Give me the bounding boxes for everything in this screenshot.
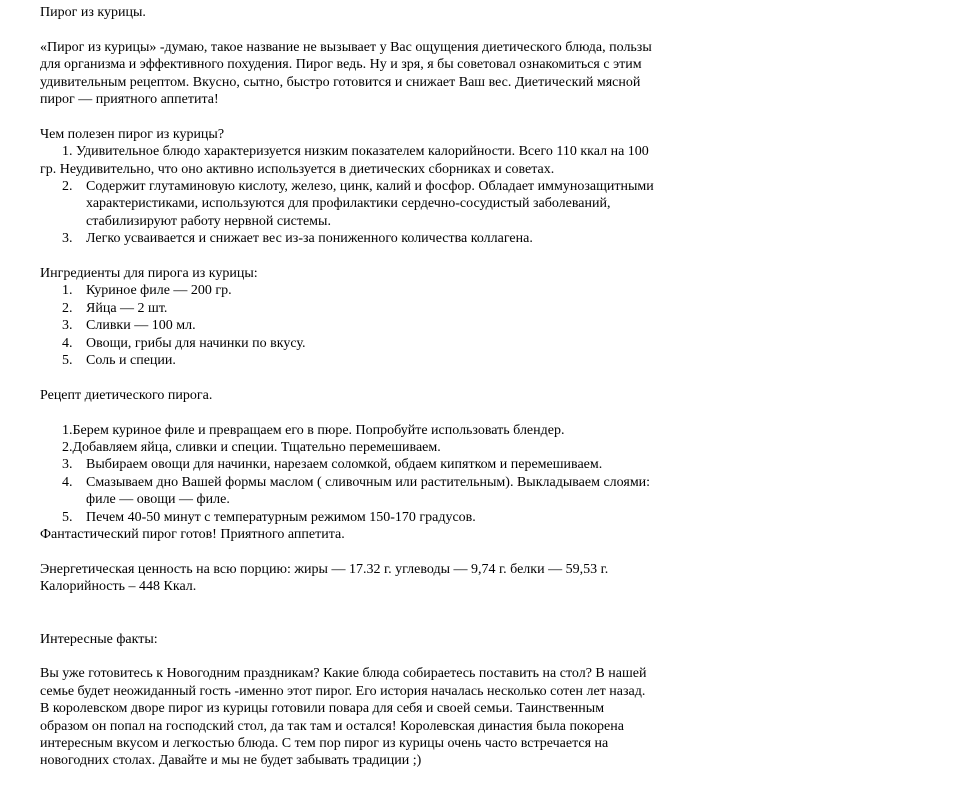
recipe-step-text: Печем 40-50 минут с температурным режимом 150-170 градусов. bbox=[86, 509, 476, 525]
benefit-item bbox=[40, 230, 655, 247]
benefits-heading: Чем полезен пирог из курицы? bbox=[40, 126, 225, 142]
recipe-done-text: Фантастический пирог готов! Приятного аппетита. bbox=[40, 527, 345, 543]
benefit-text: Легко усваивается и снижает вес из-за пониженного количества коллагена. bbox=[86, 231, 533, 247]
ingredient-text: Яйца — 2 шт. bbox=[86, 300, 168, 316]
spacer bbox=[40, 108, 655, 125]
ingredients-heading: Ингредиенты для пирога из курицы: bbox=[40, 266, 258, 282]
recipe-step bbox=[40, 474, 655, 509]
list-number: 3. bbox=[62, 231, 73, 247]
ingredient-item bbox=[40, 352, 655, 369]
energy-value-paragraph: Энергетическая ценность на всю порцию: жиры — 17.32 г. углеводы — 9,74 г. белки — 59,53 г. Калорийность – 448 Ккал. bbox=[40, 561, 609, 595]
recipe-step: 1.Берем куриное филе и превращаем его в пюре. Попробуйте использовать блендер. bbox=[62, 422, 565, 438]
list-number: 1. bbox=[62, 283, 73, 299]
list-number: 4. bbox=[62, 474, 73, 490]
list-number: 4. bbox=[62, 335, 73, 351]
facts-heading: Интересные факты: bbox=[40, 631, 158, 647]
recipe-step bbox=[40, 509, 655, 526]
recipe-step bbox=[40, 456, 655, 473]
spacer bbox=[40, 404, 655, 421]
ingredient-item bbox=[40, 335, 655, 352]
ingredient-text: Сливки — 100 мл. bbox=[86, 318, 196, 334]
spacer bbox=[40, 248, 655, 265]
benefit-text: Содержит глутаминовую кислоту, железо, цинк, калий и фосфор. Обладает иммунозащитными характеристиками, используются для профилактики сердечно-сосудистый заболеваний, стабилизируют работу нервной системы. bbox=[86, 179, 654, 229]
list-number: 3. bbox=[62, 318, 73, 334]
list-number: 5. bbox=[62, 353, 73, 369]
document-body bbox=[40, 4, 655, 770]
spacer bbox=[40, 596, 655, 631]
ingredient-item bbox=[40, 282, 655, 299]
intro-paragraph: «Пирог из курицы» -думаю, такое название не вызывает у Вас ощущения диетического блюда, пользы для организма и эффективного похудения. Пирог ведь. Ну и зря, я бы советовал ознакомиться с этим удивительным рецептом. Вкусно, сытно, быстро готовится и снижает Ваш вес. Диетический мясной пирог — приятного аппетита! bbox=[40, 39, 652, 108]
ingredient-text: Куриное филе — 200 гр. bbox=[86, 283, 232, 299]
facts-paragraph: Вы уже готовитесь к Новогодним праздникам? Какие блюда собираетесь поставить на стол? В нашей семье будет неожиданный гость -именно этот пирог. Его история началась несколько сотен лет назад. В королевском дворе пирог из курицы готовили повара для себя и своей семьи. Таинственным образом он попал на господский стол, да так там и остался! Королевская династия была покорена интересным вкусом и легкостью блюда. С тем пор пирог из курицы очень часто встречается на новогодних столах. Давайте и мы не будет забывать традиции ;) bbox=[40, 666, 647, 769]
recipe-step: 2.Добавляем яйца, сливки и специи. Тщательно перемешиваем. bbox=[62, 440, 441, 456]
recipe-step-text: Выбираем овощи для начинки, нарезаем соломкой, обдаем кипятком и перемешиваем. bbox=[86, 457, 603, 473]
spacer bbox=[40, 369, 655, 386]
ingredient-text: Овощи, грибы для начинки по вкусу. bbox=[86, 335, 306, 351]
list-number: 5. bbox=[62, 509, 73, 525]
spacer bbox=[40, 544, 655, 561]
list-number: 2. bbox=[62, 300, 73, 316]
list-number: 3. bbox=[62, 457, 73, 473]
ingredient-item bbox=[40, 317, 655, 334]
list-number: 2. bbox=[62, 179, 73, 195]
spacer bbox=[40, 648, 655, 665]
recipe-heading: Рецепт диетического пирога. bbox=[40, 387, 213, 403]
document-title: Пирог из курицы. bbox=[40, 5, 146, 20]
ingredient-text: Соль и специи. bbox=[86, 353, 176, 369]
spacer bbox=[40, 21, 655, 38]
recipe-step-text: Смазываем дно Вашей формы маслом ( сливочным или растительным). Выкладываем слоями: филе — овощи — филе. bbox=[86, 474, 651, 508]
benefit-item bbox=[40, 178, 655, 230]
ingredient-item bbox=[40, 300, 655, 317]
benefit-item: 1. Удивительное блюдо характеризуется низким показателем калорийности. Всего 110 ккал на 100 гр. Неудивительно, что оно активно используется в диетических сборниках и советах. bbox=[40, 144, 649, 177]
